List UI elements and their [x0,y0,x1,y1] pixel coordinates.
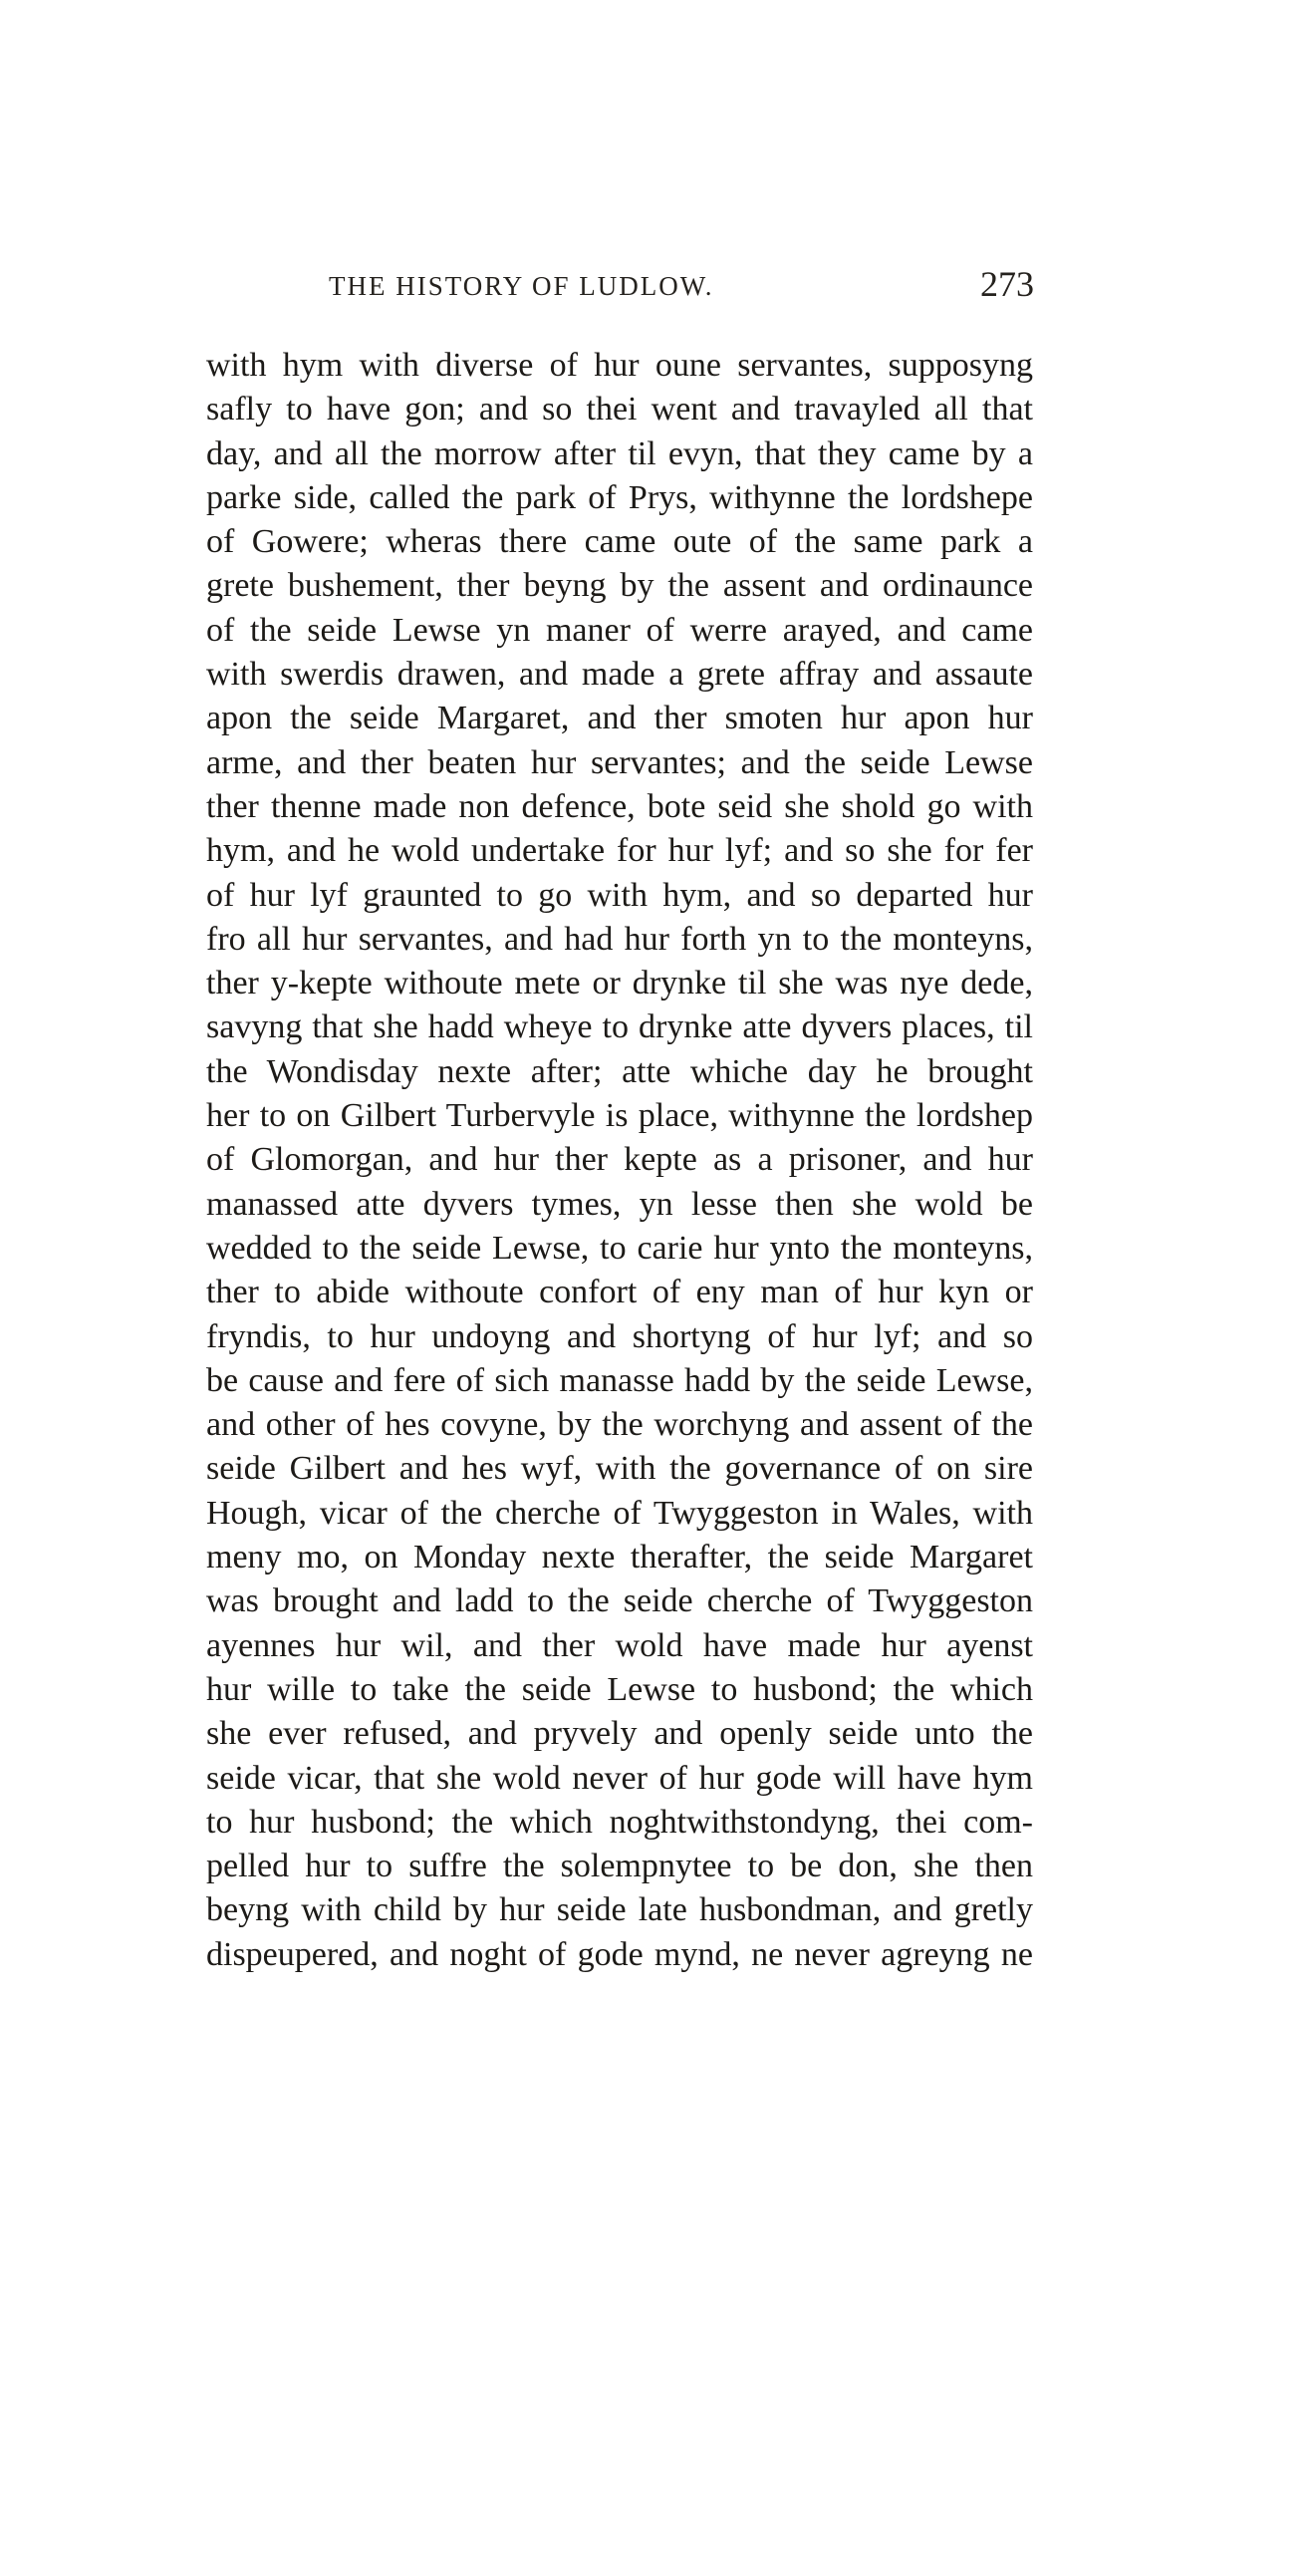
text-line: her to on Gilbert Turbervyle is place, withynne the lordshep [206,1097,1033,1135]
text-line: safly to have gon; and so thei went and travayled all that [206,391,1033,429]
text-line: be cause and fere of sich manasse hadd by the seide Lewse, [206,1361,1033,1399]
text-line: beyng with child by hur seide late husbondman, and gretly [206,1891,1033,1929]
text-line: was brought and ladd to the seide cherche of Twyggeston [206,1582,1033,1620]
page-number: 273 [980,264,1034,304]
body-text [206,344,1033,1977]
text-line: with swerdis drawen, and made a grete affray and assaute [206,656,1033,694]
text-line: of the seide Lewse yn maner of werre arayed, and came [206,611,1033,649]
text-line: hur wille to take the seide Lewse to husbond; the which [206,1670,1033,1708]
text-line: ther thenne made non defence, bote seid she shold go with [206,787,1033,825]
text-line: and other of hes covyne, by the worchyng and assent of the [206,1406,1033,1444]
text-line: meny mo, on Monday nexte therafter, the seide Margaret [206,1539,1033,1576]
text-line: day, and all the morrow after til evyn, that they came by a [206,434,1033,472]
text-line: grete bushement, ther beyng by the assent and ordinaunce [206,567,1033,605]
text-line: to hur husbond; the which noghtwithstondyng, thei com- [206,1803,1033,1841]
text-line: wedded to the seide Lewse, to carie hur ynto the monteyns, [206,1229,1033,1267]
text-line: the Wondisday nexte after; atte whiche day he brought [206,1052,1033,1090]
text-line: apon the seide Margaret, and ther smoten hur apon hur [206,700,1033,737]
text-line: she ever refused, and pryvely and openly seide unto the [206,1715,1033,1753]
text-line: of hur lyf graunted to go with hym, and so departed hur [206,876,1033,914]
text-line: hym, and he wold undertake for hur lyf; and so she for fer [206,832,1033,870]
text-line: ayennes hur wil, and ther wold have made hur ayenst [206,1626,1033,1664]
text-line: of Gowere; wheras there came oute of the same park a [206,523,1033,561]
text-line: seide Gilbert and hes wyf, with the governance of on sire [206,1450,1033,1488]
text-line: arme, and ther beaten hur servantes; and the seide Lewse [206,743,1033,781]
text-line: dispeupered, and noght of gode mynd, ne never agreyng ne [206,1935,1033,1973]
text-line: fro all hur servantes, and had hur forth yn to the monteyns, [206,920,1033,958]
text-line: ther y-kepte withoute mete or drynke til she was nye dede, [206,965,1033,1002]
text-line: Hough, vicar of the cherche of Twyggeston in Wales, with [206,1494,1033,1532]
text-line: ther to abide withoute confort of eny man of hur kyn or [206,1274,1033,1311]
text-line: parke side, called the park of Prys, withynne the lordshepe [206,478,1033,516]
running-title: THE HISTORY OF LUDLOW. [329,271,714,301]
text-line: savyng that she hadd wheye to drynke atte dyvers places, til [206,1008,1033,1046]
text-line: of Glomorgan, and hur ther kepte as a prisoner, and hur [206,1141,1033,1179]
text-line: seide vicar, that she wold never of hur gode will have hym [206,1759,1033,1797]
text-line: manassed atte dyvers tymes, yn lesse then she wold be [206,1185,1033,1223]
text-line: pelled hur to suffre the solempnytee to be don, she then [206,1848,1033,1885]
text-line: with hym with diverse of hur oune servantes, supposyng [206,347,1033,384]
text-line: fryndis, to hur undoyng and shortyng of hur lyf; and so [206,1317,1033,1355]
